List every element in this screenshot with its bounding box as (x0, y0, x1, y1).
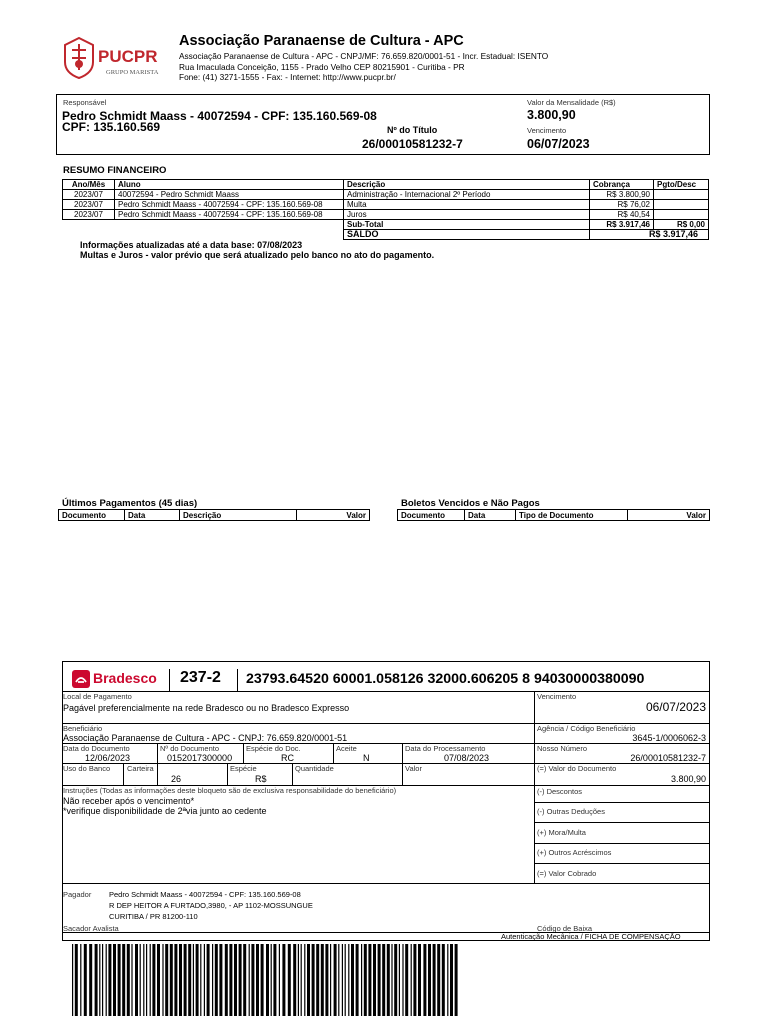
cell-cobranca: R$ 40,54 (590, 210, 654, 220)
especie-doc-label: Espécie do Doc. (246, 744, 301, 753)
data-proc-value: 07/08/2023 (444, 753, 490, 763)
especie-doc-value: RC (281, 753, 294, 763)
barcode-bar (279, 944, 280, 1016)
divider (292, 763, 293, 785)
barcode-bar (225, 944, 228, 1016)
barcode-bar (165, 944, 168, 1016)
barcode-bar (193, 944, 194, 1016)
empty-cell (63, 230, 115, 240)
barcode-bar (95, 944, 98, 1016)
barcode-bar (418, 944, 421, 1016)
barcode-bar (118, 944, 121, 1016)
cell-cobranca: R$ 76,02 (590, 200, 654, 210)
col-data: Data (465, 510, 516, 521)
logo-subtext: GRUPO MARISTA (106, 69, 159, 76)
divider (62, 883, 710, 884)
barcode-bar (179, 944, 182, 1016)
uso-label: Uso do Banco (63, 764, 111, 773)
table-row (63, 210, 709, 220)
agencia-label: Agência / Código Beneficiário (537, 724, 636, 733)
barcode-bar (391, 944, 392, 1016)
pagador-line-2: R DEP HEITOR A FURTADO,3980, - AP 1102-MOSSUNGUE (109, 901, 313, 910)
cell-ano-mes: 2023/07 (63, 210, 115, 220)
barcode-bar (204, 944, 205, 1016)
col-ano-mes: Ano/Mês (63, 180, 115, 190)
barcode-bar (135, 944, 138, 1016)
barcode-bar (127, 944, 130, 1016)
barcode-bar (428, 944, 431, 1016)
barcode-bar (261, 944, 264, 1016)
barcode-bar (433, 944, 436, 1016)
titulo-label: Nº do Título (387, 125, 438, 135)
divider (534, 863, 710, 864)
barcode-bar (84, 944, 87, 1016)
resumo-table (62, 179, 709, 240)
cell-descricao: Juros (344, 210, 590, 220)
especie-label: Espécie (230, 764, 257, 773)
titulo-value: 26/00010581232-7 (362, 137, 463, 151)
vencidos-title: Boletos Vencidos e Não Pagos (401, 498, 540, 509)
ultimos-table (58, 509, 370, 521)
col-valor: Valor (297, 510, 370, 521)
barcode-bar (405, 944, 408, 1016)
subtotal-row (63, 220, 709, 230)
col-tipo-documento: Tipo de Documento (516, 510, 628, 521)
mensalidade-label: Valor da Mensalidade (R$) (527, 98, 616, 107)
barcode-bar (143, 944, 144, 1016)
data-proc-label: Data do Processamento (405, 744, 486, 753)
col-descricao: Descrição (344, 180, 590, 190)
divider (157, 743, 158, 785)
ultimos-header-row (59, 510, 370, 521)
divider (534, 822, 710, 823)
org-title: Associação Paranaense de Cultura - APC (179, 33, 464, 49)
barcode-bar (273, 944, 276, 1016)
carteira-value: 26 (171, 774, 182, 784)
barcode-bar (146, 944, 147, 1016)
barcode-bar (394, 944, 397, 1016)
barcode (72, 944, 461, 1016)
barcode-bar (150, 944, 151, 1016)
subtotal-pgto: R$ 0,00 (654, 220, 709, 230)
cell-aluno: Pedro Schmidt Maass - 40072594 - CPF: 135.160.569-08 (115, 210, 344, 220)
barcode-bar (378, 944, 381, 1016)
org-line-1: Associação Paranaense de Cultura - APC - CNPJ/MF: 76.659.820/0001-51 - Incr. Estadual: ISENTO (179, 51, 549, 61)
barcode-bar (243, 944, 246, 1016)
barcode-bar (455, 944, 458, 1016)
divider (534, 691, 535, 883)
nosso-label: Nosso Número (537, 744, 588, 753)
col-cobranca: Cobrança (590, 180, 654, 190)
divider (243, 743, 244, 763)
responsavel-label: Responsável (63, 98, 107, 107)
barcode-bar (368, 944, 371, 1016)
bank-name: Bradesco (93, 670, 157, 686)
acrescimos-label: (+) Outros Acréscimos (537, 848, 612, 857)
cell-pgto (654, 210, 709, 220)
barcode-bar (321, 944, 324, 1016)
barcode-bar (157, 944, 160, 1016)
barcode-bar (89, 944, 92, 1016)
divider (333, 743, 334, 763)
col-valor: Valor (628, 510, 710, 521)
barcode-bar (413, 944, 416, 1016)
pagador-label: Pagador (63, 890, 92, 899)
barcode-bar (219, 944, 222, 1016)
barcode-bar (356, 944, 359, 1016)
barcode-bar (212, 944, 213, 1016)
barcode-bar (348, 944, 349, 1016)
barcode-bar (447, 944, 448, 1016)
cell-aluno: 40072594 - Pedro Schmidt Maass (115, 190, 344, 200)
barcode-bar (342, 944, 343, 1016)
barcode-bar (402, 944, 403, 1016)
barcode-bar (162, 944, 163, 1016)
bradesco-icon (72, 670, 90, 688)
carteira-label: Carteira (127, 764, 154, 773)
cobrado-label: (=) Valor Cobrado (537, 869, 597, 878)
barcode-bar (251, 944, 254, 1016)
barcode-bar (239, 944, 242, 1016)
vencimento-value: 06/07/2023 (527, 137, 590, 151)
barcode-bar (399, 944, 400, 1016)
barcode-bar (184, 944, 187, 1016)
saldo-row (63, 230, 709, 240)
barcode-bar (170, 944, 173, 1016)
barcode-graphic (72, 944, 461, 1016)
pucpr-logo (62, 36, 174, 82)
barcode-bar (387, 944, 390, 1016)
venc-value: 06/07/2023 (645, 700, 706, 714)
barcode-bar (437, 944, 440, 1016)
barcode-bar (99, 944, 100, 1016)
barcode-bar (200, 944, 201, 1016)
barcode-bar (293, 944, 296, 1016)
linha-digitavel: 23793.64520 60001.058126 32000.606205 8 94030000380090 (246, 671, 645, 687)
vencidos-header-row (398, 510, 710, 521)
saldo-label: SALDO (344, 230, 590, 240)
saldo-value: R$ 3.917,46 (590, 230, 709, 240)
table-row (63, 200, 709, 210)
sacador-label: Sacador Avalista (63, 924, 119, 933)
barcode-bar (312, 944, 315, 1016)
barcode-bar (106, 944, 107, 1016)
barcode-bar (215, 944, 218, 1016)
valor-doc-value: 3.800,90 (670, 774, 706, 784)
barcode-bar (249, 944, 250, 1016)
barcode-bar (325, 944, 328, 1016)
col-documento: Documento (59, 510, 125, 521)
resumo-header-row (63, 180, 709, 190)
barcode-bar (351, 944, 354, 1016)
barcode-bar (338, 944, 339, 1016)
barcode-bar (345, 944, 346, 1016)
cell-pgto (654, 190, 709, 200)
local-label: Local de Pagamento (63, 692, 132, 701)
empty-cell (115, 230, 344, 240)
subtotal-cobranca: R$ 3.917,46 (590, 220, 654, 230)
cell-descricao: Multa (344, 200, 590, 210)
col-aluno: Aluno (115, 180, 344, 190)
divider (402, 743, 403, 785)
divider (123, 763, 124, 785)
barcode-bar (152, 944, 155, 1016)
nosso-value: 26/00010581232-7 (630, 753, 706, 763)
col-pgto-desc: Pgto/Desc (654, 180, 709, 190)
table-row (63, 190, 709, 200)
valor-label: Valor (405, 764, 422, 773)
barcode-bar (411, 944, 412, 1016)
barcode-bar (188, 944, 191, 1016)
barcode-bar (298, 944, 299, 1016)
instr-line-1: Não receber após o vencimento* (63, 796, 195, 806)
empty-cell (115, 220, 344, 230)
barcode-bar (334, 944, 337, 1016)
col-descricao: Descrição (180, 510, 297, 521)
descontos-label: (-) Descontos (537, 787, 583, 796)
barcode-bar (307, 944, 310, 1016)
divider (62, 691, 710, 692)
barcode-bar (196, 944, 199, 1016)
barcode-bar (330, 944, 331, 1016)
barcode-bar (108, 944, 111, 1016)
empty-cell (63, 220, 115, 230)
bradesco-logo (72, 669, 160, 689)
num-doc-label: Nº do Documento (160, 744, 220, 753)
divider (237, 669, 238, 691)
local-value: Pagável preferencialmente na rede Bradesco ou no Bradesco Expresso (63, 703, 350, 713)
barcode-bar (382, 944, 385, 1016)
cell-pgto (654, 200, 709, 210)
barcode-bar (140, 944, 141, 1016)
mensalidade-value: 3.800,90 (527, 108, 576, 122)
barcode-bar (75, 944, 78, 1016)
valor-doc-label: (=) Valor do Documento (537, 764, 617, 773)
agencia-value: 3645-1/0006062-3 (632, 733, 706, 743)
col-documento: Documento (398, 510, 465, 521)
num-doc-value: 0152017300000 (167, 753, 233, 763)
quantidade-label: Quantidade (295, 764, 334, 773)
info-note-multas: Multas e Juros - valor prévio que será atualizado pelo banco no ato do pagamento. (80, 250, 435, 260)
subtotal-label: Sub-Total (344, 220, 590, 230)
barcode-bar (102, 944, 103, 1016)
responsavel-name: Pedro Schmidt Maass - 40072594 - CPF: 135.160.569-08 (62, 109, 377, 123)
autent-label: Autenticação Mecânica / FICHA DE COMPENSAÇÃO (501, 932, 681, 941)
responsavel-cpf: CPF: 135.160.569 (62, 120, 161, 134)
aceite-value: N (363, 753, 370, 763)
barcode-bar (442, 944, 445, 1016)
barcode-bar (80, 944, 81, 1016)
barcode-bar (316, 944, 319, 1016)
instr-line-2: *verifique disponibilidade de 2ªvia junto ao cedente (63, 806, 267, 816)
barcode-bar (282, 944, 285, 1016)
barcode-bar (271, 944, 272, 1016)
barcode-bar (373, 944, 376, 1016)
org-line-3: Fone: (41) 3271-1555 - Fax: - Internet: http://www.pucpr.br/ (179, 72, 396, 82)
ultimos-title: Últimos Pagamentos (45 dias) (62, 498, 198, 509)
cell-descricao: Administração - Internacional 2º Período (344, 190, 590, 200)
vencidos-table (397, 509, 710, 521)
pagador-line-1: Pedro Schmidt Maass - 40072594 - CPF: 135.160.569-08 (109, 890, 301, 899)
barcode-bar (113, 944, 116, 1016)
barcode-bar (72, 944, 73, 1016)
cell-ano-mes: 2023/07 (63, 200, 115, 210)
vencimento-label: Vencimento (527, 126, 567, 135)
benef-value: Associação Paranaense de Cultura - APC - CNPJ: 76.659.820/0001-51 (63, 733, 348, 743)
especie-value: R$ (255, 774, 267, 784)
barcode-bar (266, 944, 269, 1016)
pucpr-seal-icon (62, 36, 96, 80)
barcode-bar (304, 944, 305, 1016)
barcode-bar (131, 944, 132, 1016)
barcode-bar (423, 944, 426, 1016)
divider (227, 763, 228, 785)
pagador-line-3: CURITIBA / PR 81200-110 (109, 912, 198, 921)
instr-label: Instruções (Todas as informações deste bloqueto são de exclusiva responsabilidade do beneficiário) (63, 786, 397, 795)
benef-label: Beneficiário (63, 724, 103, 733)
cell-ano-mes: 2023/07 (63, 190, 115, 200)
cod-baixa-label: Código de Baixa (537, 924, 593, 933)
cell-aluno: Pedro Schmidt Maass - 40072594 - CPF: 135.160.569-08 (115, 200, 344, 210)
barcode-bar (122, 944, 125, 1016)
barcode-bar (301, 944, 302, 1016)
barcode-bar (288, 944, 291, 1016)
data-doc-label: Data do Documento (63, 744, 130, 753)
barcode-bar (207, 944, 210, 1016)
resumo-title: RESUMO FINANCEIRO (63, 165, 167, 176)
cell-cobranca: R$ 3.800,90 (590, 190, 654, 200)
info-note-base: Informações atualizadas até a data base: 07/08/2023 (80, 240, 303, 250)
mora-label: (+) Mora/Multa (537, 828, 586, 837)
col-data: Data (125, 510, 180, 521)
divider (169, 669, 170, 691)
barcode-bar (229, 944, 232, 1016)
divider (534, 843, 710, 844)
barcode-bar (450, 944, 453, 1016)
divider (534, 802, 710, 803)
org-line-2: Rua Imaculada Conceição, 1155 - Prado Velho CEP 80215901 - Curitiba - PR (179, 62, 465, 72)
barcode-bar (174, 944, 177, 1016)
deducoes-label: (-) Outras Deduções (537, 807, 605, 816)
logo-text: PUCPR (98, 47, 158, 66)
barcode-bar (234, 944, 237, 1016)
barcode-bar (256, 944, 259, 1016)
barcode-bar (361, 944, 362, 1016)
barcode-bar (364, 944, 367, 1016)
venc-label: Vencimento (537, 692, 577, 701)
data-doc-value: 12/06/2023 (85, 753, 131, 763)
aceite-label: Aceite (336, 744, 357, 753)
bank-code: 237-2 (180, 669, 221, 686)
